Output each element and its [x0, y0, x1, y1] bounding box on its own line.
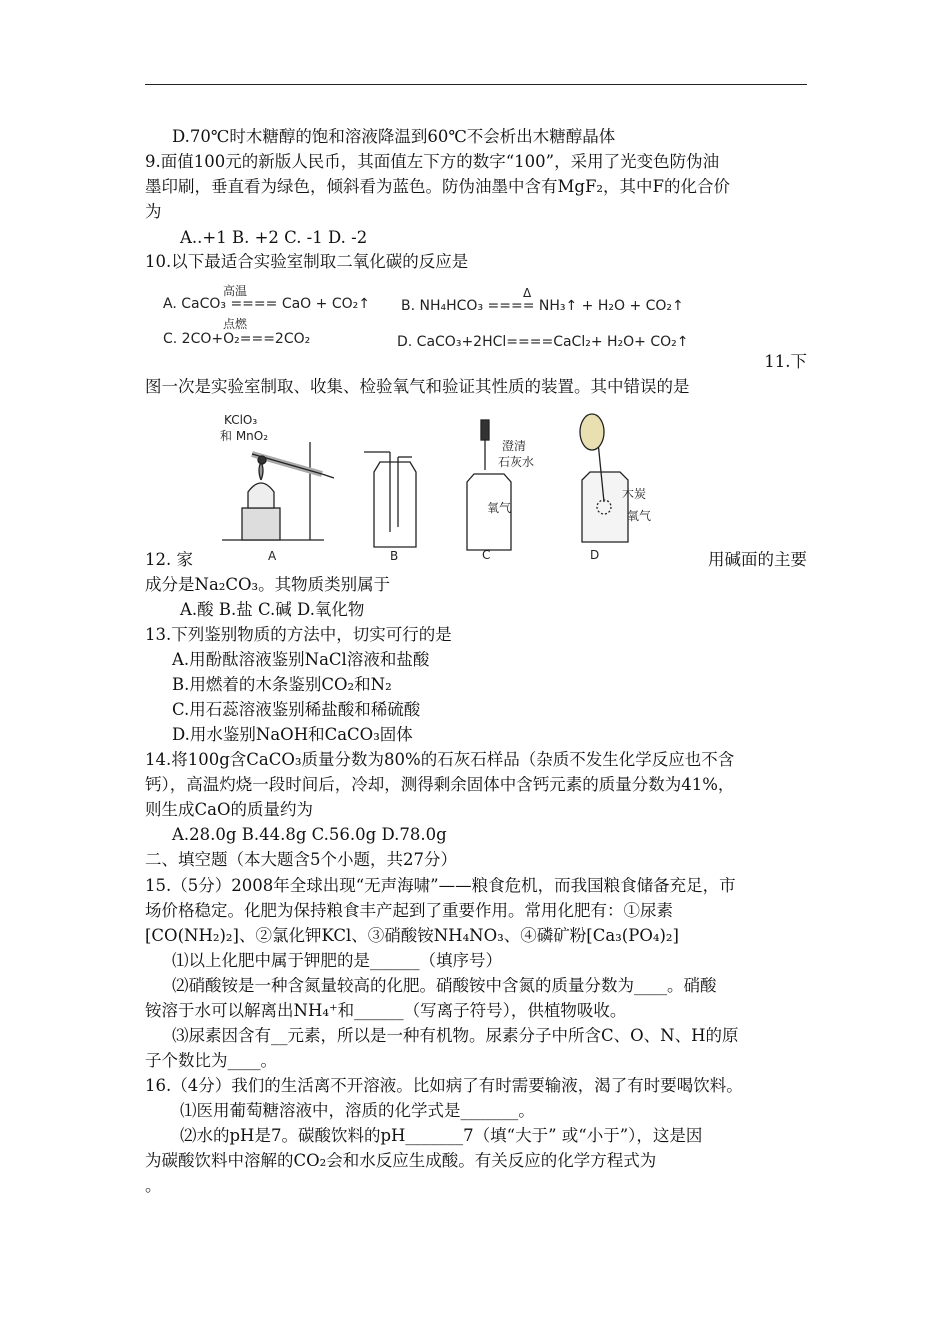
q13-option-d: D.用水鉴别NaOH和CaCO₃固体	[172, 725, 413, 744]
q10-stem: 10.以下最适合实验室制取二氧化碳的反应是	[145, 252, 469, 271]
section-2-heading: 二、填空题（本大题含5个小题，共27分）	[145, 850, 457, 869]
caption-d: D	[590, 548, 600, 562]
hand-holding-tongs	[580, 414, 604, 450]
q14-stem-line2: 钙），高温灼烧一段时间后，冷却，测得剩余固体中含钙元素的质量分数为41%，	[145, 775, 735, 794]
bottle-d	[582, 472, 628, 542]
q16-stem: 16.（4分）我们的生活离不开溶液。比如病了有时需要输液，渴了有时要喝饮料。	[145, 1076, 743, 1095]
q9-stem-line1: 9.面值100元的新版人民币，其面值左下方的数字“100”，采用了光变色防伪油	[145, 152, 720, 171]
label-charcoal: 木炭	[622, 487, 647, 501]
delivery-tube	[322, 474, 334, 478]
q11-apparatus-figure	[212, 402, 682, 567]
q16-part2-line2: 为碳酸饮料中溶解的CO₂会和水反应生成酸。有关反应的化学方程式为	[145, 1151, 657, 1170]
condition-b: Δ	[523, 286, 532, 300]
condition-c: 点燃	[223, 317, 248, 331]
q15-stem-line2: 场价格稳定。化肥为保持粮食丰产起到了重要作用。常用化肥有：①尿素	[145, 901, 673, 920]
bottle-b	[374, 462, 416, 547]
q13-option-c: C.用石蕊溶液鉴别稀盐酸和稀硫酸	[172, 700, 421, 719]
label-oxygen-c: 氧气	[487, 501, 512, 515]
reagent	[258, 456, 266, 464]
q15-stem-line3: [CO(NH₂)₂]、②氯化钾KCl、③硝酸铵NH₄NO₃、④磷矿粉[Ca₃(PO₄)₂]	[145, 926, 679, 945]
dropper-bulb	[481, 420, 489, 440]
equation-d: D. CaCO₃+2HCl====CaCl₂+ H₂O+ CO₂↑	[397, 334, 689, 350]
q15-stem-line1: 15.（5分）2008年全球出现“无声海啸”——粮食危机，而我国粮食储备充足，市	[145, 876, 736, 895]
label-kclo3: KClO₃	[224, 413, 258, 427]
q12-options: A.酸 B.盐 C.碱 D.氧化物	[180, 600, 365, 619]
q12-stem-start: 用碱面的主要	[708, 550, 807, 569]
q13-stem: 13.下列鉴别物质的方法中，切实可行的是	[145, 625, 452, 644]
q16-part1: ⑴医用葡萄糖溶液中，溶质的化学式是_______。	[180, 1101, 535, 1120]
q14-stem-line1: 14.将100g含CaCO₃质量分数为80%的石灰石样品（杂质不发生化学反应也不含	[145, 750, 735, 769]
equation-b: B. NH₄HCO₃ ==== NH₃↑ + H₂O + CO₂↑	[401, 298, 684, 314]
condition-a: 高温	[223, 284, 248, 298]
q14-options: A.28.0g B.44.8g C.56.0g D.78.0g	[172, 825, 447, 844]
caption-b: B	[390, 549, 399, 563]
q9-options: A..+1 B. +2 C. -1 D. -2	[180, 228, 368, 247]
q9-stem-line3: 为	[145, 202, 162, 221]
q14-stem-line3: 则生成CaO的质量约为	[145, 800, 313, 819]
q13-option-a: A.用酚酞溶液鉴别NaCl溶液和盐酸	[172, 650, 430, 669]
q15-part2-line2: 铵溶于水可以解离出NH₄⁺和______（写离子符号），供植物吸收。	[145, 1001, 627, 1020]
q11-stem: 图一次是实验室制取、收集、检验氧气和验证其性质的装置。其中错误的是	[145, 377, 690, 396]
flame	[259, 462, 263, 480]
equation-c: C. 2CO+O₂===2CO₂	[163, 331, 311, 347]
label-limewater-1: 澄清	[502, 439, 527, 453]
q9-stem-line2: 墨印刷，垂直看为绿色，倾斜看为蓝色。防伪油墨中含有MgF₂，其中F的化合价	[145, 177, 730, 196]
q13-option-b: B.用燃着的木条鉴别CO₂和N₂	[172, 675, 392, 694]
header-rule	[145, 84, 807, 85]
label-oxygen-d: 氧气	[627, 509, 652, 523]
q8-option-d: D.70℃时木糖醇的饱和溶液降温到60℃不会析出木糖醇晶体	[172, 127, 616, 146]
q11-number: 11.下	[764, 352, 807, 371]
label-mno2: 和 MnO₂	[220, 429, 269, 443]
q15-part2-line1: ⑵硝酸铵是一种含氮量较高的化肥。硝酸铵中含氮的质量分数为____。硝酸	[172, 976, 717, 995]
equation-a: A. CaCO₃ ==== CaO + CO₂↑	[163, 296, 370, 312]
wood-block	[242, 508, 280, 540]
alcohol-lamp	[248, 483, 274, 508]
q16-part2-end: 。	[145, 1176, 162, 1195]
q12-number: 12. 家	[145, 550, 193, 569]
q15-part3-line1: ⑶尿素因含有__元素，所以是一种有机物。尿素分子中所含C、O、N、H的原	[172, 1026, 739, 1045]
caption-a: A	[268, 549, 277, 563]
caption-c: C	[482, 548, 491, 562]
label-limewater-2: 石灰水	[498, 455, 535, 469]
q10-equations-figure	[155, 280, 755, 358]
q15-part3-line2: 子个数比为____。	[145, 1051, 277, 1070]
q16-part2-line1: ⑵水的pH是7。碳酸饮料的pH_______7（填“大于” 或“小于”），这是因	[180, 1126, 703, 1145]
q15-part1: ⑴以上化肥中属于钾肥的是______（填序号）	[172, 951, 502, 970]
q12-stem: 成分是Na₂CO₃。其物质类别属于	[145, 575, 391, 594]
